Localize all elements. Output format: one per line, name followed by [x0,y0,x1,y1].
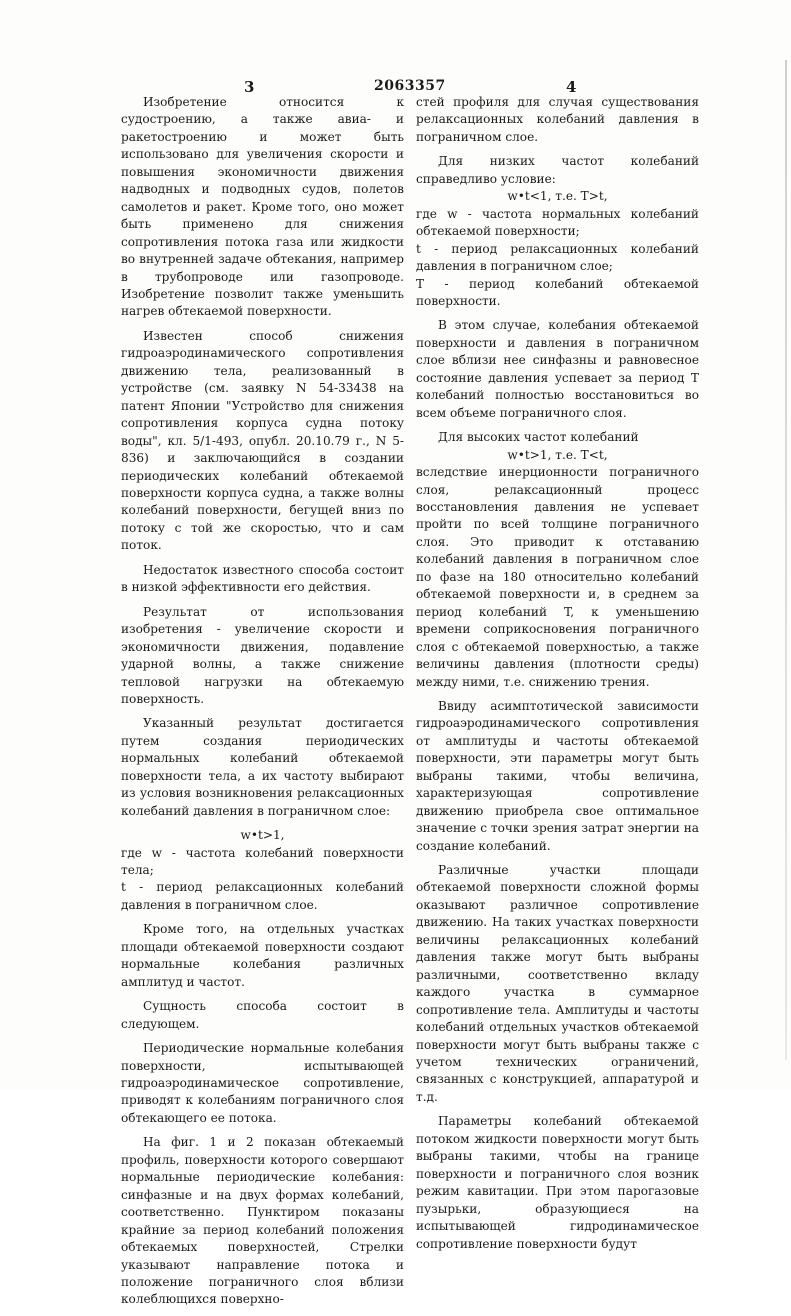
paragraph: стей профиля для случая существования релаксационных колебаний давления в пограничном слое. [416,95,699,144]
paragraph: Изобретение относится к судостроению, а также авиа- и ракетостроению и может быть использовано для увеличения скорости и повышения экономичности движения надводных и подводных судов, полетов самолетов и ракет. Кроме того, оно может быть применено для снижения сопротивления потока газа или жидкости во внутренней задаче обтекания, например в трубопроводе или газопроводе. Изобретение позволит также уменьшить нагрев обтекаемой поверхности. [121,95,404,319]
paragraph: Сущность способа состоит в следующем. [121,999,404,1031]
page-number-left: 3 [244,78,255,96]
page-number-right: 4 [566,78,577,96]
scan-edge [785,60,787,1060]
paragraph: Результат от использования изобретения - увеличение скорости и экономичности движения, подавление ударной волны, а также снижение тепловой нагрузки на обтекаемую поверхность. [121,604,404,706]
formula-legend: где w - частота колебаний поверхности тела; [121,845,404,878]
right-column [416,94,699,1260]
paragraph: Периодические нормальные колебания поверхности, испытывающей гидроаэродинамическое сопротивление, приводят к колебаниям пограничного слоя обтекающего ее потока. [121,1041,404,1125]
patent-number: 2063357 [374,78,446,94]
formula: w•t<1, т.е. T>t, [507,189,608,204]
formula: w•t>1, т.е. T<t, [507,447,608,462]
left-column [121,94,404,1316]
paragraph: Указанный результат достигается путем создания периодических нормальных колебаний обтекаемой поверхности тела, а их частоту выбирают из условия возникновения релаксационных колебаний давления в пограничном слое: [121,716,404,818]
paragraph: Недостаток известного способа состоит в низкой эффективности его действия. [121,562,404,595]
paragraph: В этом случае, колебания обтекаемой поверхности и давления в пограничном слое вблизи нее синфазны и равновесное состояние давления успевает за период T колебаний полностью восстановиться во всем объеме пограничного слоя. [416,318,699,420]
paragraph: Известен способ снижения гидроаэродинамического сопротивления движению тела, реализованный в устройстве (см. заявку N 54-33438 на патент Японии "Устройство для снижения сопротивления корпуса судна потоку воды", кл. 5/1-493, опубл. 20.10.79 г., N 5-836) и заключающийся в создании периодических колебаний обтекаемой поверхности корпуса судна, а также волны колебаний поверхности, бегущей вниз по потоку с той же скоростью, что и сам поток. [121,328,404,553]
paragraph: Ввиду асимптотической зависимости гидроаэродинамического сопротивления от амплитуды и частоты обтекаемой поверхности, эти параметры могут быть выбраны такими, чтобы величина, характеризующая сопротивление движению приобрела свое оптимальное значение с точки зрения затрат энергии на создание колебаний. [416,698,699,853]
formula-legend: где w - частота нормальных колебаний обтекаемой поверхности; [416,206,699,239]
paragraph: Для высоких частот колебаний [438,430,639,445]
paragraph: Для низких частот колебаний справедливо условие: [416,154,699,186]
paragraph: Различные участки площади обтекаемой поверхности сложной формы оказывают различное сопротивление движению. На таких участках поверхности величины релаксационных колебаний давления также могут быть выбраны различными, соответственно вкладу каждого участка в суммарное сопротивление тела. Амплитуды и частоты колебаний отдельных участков обтекаемой поверхности могут быть выбраны также с учетом технических ограничений, связанных с конструкцией, аппаратурой и т.д. [416,863,699,1104]
paragraph: Параметры колебаний обтекаемой потоком жидкости поверхности могут быть выбраны такими, чтобы на границе поверхности и пограничного слоя возник режим кавитации. При этом парогазовые пузырьки, образующиеся на испытывающей гидродинамическое сопротивление поверхности будут [416,1114,699,1251]
paragraph: На фиг. 1 и 2 показан обтекаемый профиль, поверхности которого совершают нормальные периодические колебания: синфазные и на двух формах колебаний, соответственно. Пунктиром показаны крайние за период колебаний положения обтекаемых поверхностей, Стрелки указывают направление потока и положение пограничного слоя вблизи колеблющихся поверхно- [121,1135,404,1307]
formula: w•t>1, [240,828,285,843]
formula-legend: t - период релаксационных колебаний давления в пограничном слое. [121,880,404,912]
formula-legend: T - период колебаний обтекаемой поверхности. [416,276,699,308]
paragraph: Кроме того, на отдельных участках площади обтекаемой поверхности создают нормальные колебания различных амплитуд и частот. [121,922,404,989]
paragraph: вследствие инерционности пограничного слоя, релаксационный процесс восстановления давления не успевает пройти по всей толщине пограничного слоя. Это приводит к отставанию колебаний давления в пограничном слое по фазе на 180 относительно колебаний обтекаемой поверхности и, в среднем за период колебаний T, к уменьшению времени соприкосновения пограничного слоя с обтекаемой поверхностью, а также величины давления (плотности среды) между ними, т.е. снижению трения. [416,465,699,689]
formula-legend: t - период релаксационных колебаний давления в пограничном слое; [416,241,699,274]
